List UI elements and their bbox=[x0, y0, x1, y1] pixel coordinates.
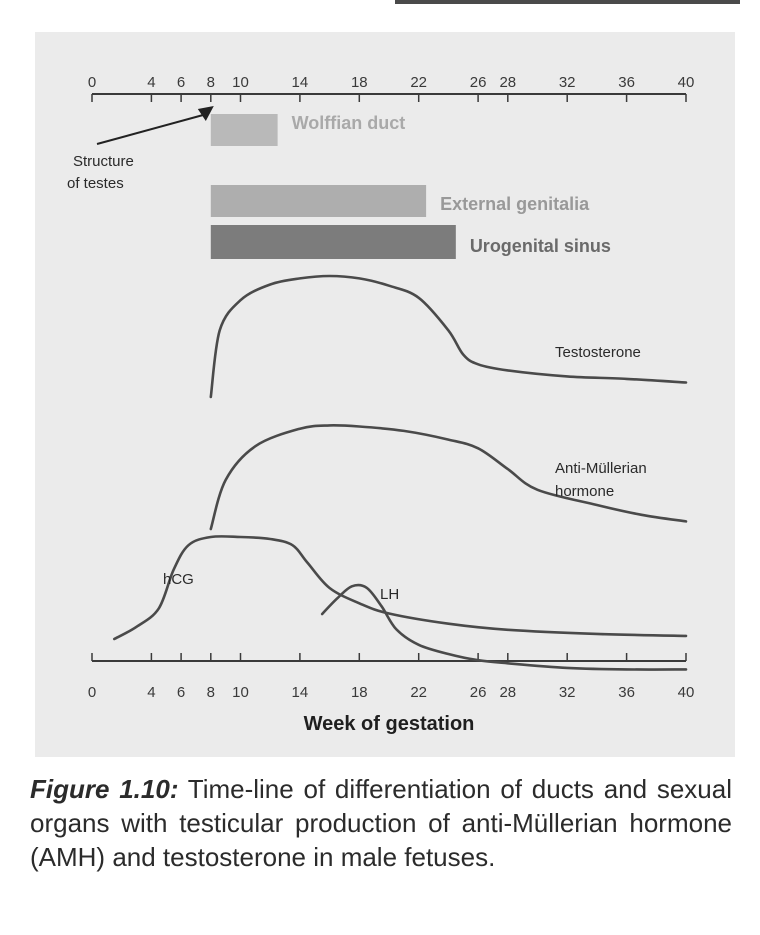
series-label-amh-line: hormone bbox=[555, 483, 615, 500]
series-line-hcg bbox=[114, 536, 686, 639]
series-line-testosterone bbox=[211, 276, 686, 397]
figure-caption bbox=[30, 772, 732, 874]
series-label-hcg: hCG bbox=[163, 571, 194, 588]
series-line-lh bbox=[322, 585, 686, 669]
top-axis-tick-label: 18 bbox=[350, 74, 368, 91]
bottom-axis-tick-label: 18 bbox=[350, 684, 368, 701]
top-axis-tick-label: 10 bbox=[232, 74, 249, 91]
series-label-lh: LH bbox=[380, 586, 400, 603]
x-axis-title: Week of gestation bbox=[303, 713, 475, 735]
top-axis-tick-label: 36 bbox=[618, 74, 635, 91]
figure-panel bbox=[35, 32, 735, 757]
series-line-anti-m-llerian-hormone bbox=[211, 425, 686, 529]
top-axis-tick-label: 26 bbox=[469, 74, 487, 91]
figure-caption-text: Time-line of differentiation of ducts and sexual organs with testicular production of anti-Müllerian hormone (AMH) and testosterone in male fetuses. bbox=[30, 774, 732, 872]
bar-label-urogenital-sinus: Urogenital sinus bbox=[469, 236, 611, 256]
series-label-amh-line: Anti-Müllerian bbox=[555, 460, 647, 477]
top-axis-tick-label: 0 bbox=[87, 74, 97, 91]
bottom-axis-tick-label: 10 bbox=[232, 684, 249, 701]
bar-external-genitalia bbox=[211, 185, 426, 217]
top-axis-tick-label: 32 bbox=[558, 74, 576, 91]
gestation-timeline-chart bbox=[35, 32, 735, 757]
top-axis-tick-label: 8 bbox=[206, 74, 215, 91]
bottom-axis-tick-label: 26 bbox=[469, 684, 487, 701]
bottom-axis-tick-label: 6 bbox=[176, 684, 186, 701]
bar-label-external-genitalia: External genitalia bbox=[440, 194, 590, 214]
top-axis-tick-label: 6 bbox=[176, 74, 186, 91]
top-axis-tick-label: 14 bbox=[291, 74, 309, 91]
bottom-axis-tick-label: 32 bbox=[558, 684, 576, 701]
series-label-testosterone: Testosterone bbox=[555, 344, 641, 361]
top-axis-tick-label: 40 bbox=[677, 74, 695, 91]
bottom-axis-tick-label: 22 bbox=[410, 684, 428, 701]
bottom-axis-tick-label: 14 bbox=[291, 684, 309, 701]
structure-of-testes-label-line: Structure bbox=[73, 153, 134, 170]
top-axis-tick-label: 4 bbox=[147, 74, 156, 91]
bottom-axis-tick-label: 0 bbox=[87, 684, 97, 701]
bottom-axis-tick-label: 8 bbox=[206, 684, 215, 701]
bottom-axis-tick-label: 4 bbox=[147, 684, 156, 701]
bar-wolffian-duct bbox=[211, 114, 278, 146]
top-axis-tick-label: 22 bbox=[410, 74, 428, 91]
bottom-axis-tick-label: 36 bbox=[618, 684, 635, 701]
structure-of-testes-arrow-line bbox=[97, 114, 207, 144]
figure-caption-label: Figure 1.10: bbox=[30, 774, 179, 804]
structure-of-testes-label-line: of testes bbox=[67, 175, 124, 192]
top-rule-decoration bbox=[395, 0, 740, 4]
bottom-axis-tick-label: 40 bbox=[677, 684, 695, 701]
bar-urogenital-sinus bbox=[211, 225, 456, 259]
bottom-axis-tick-label: 28 bbox=[499, 684, 517, 701]
top-axis-tick-label: 28 bbox=[499, 74, 517, 91]
bar-label-wolffian-duct: Wolffian duct bbox=[291, 113, 406, 133]
